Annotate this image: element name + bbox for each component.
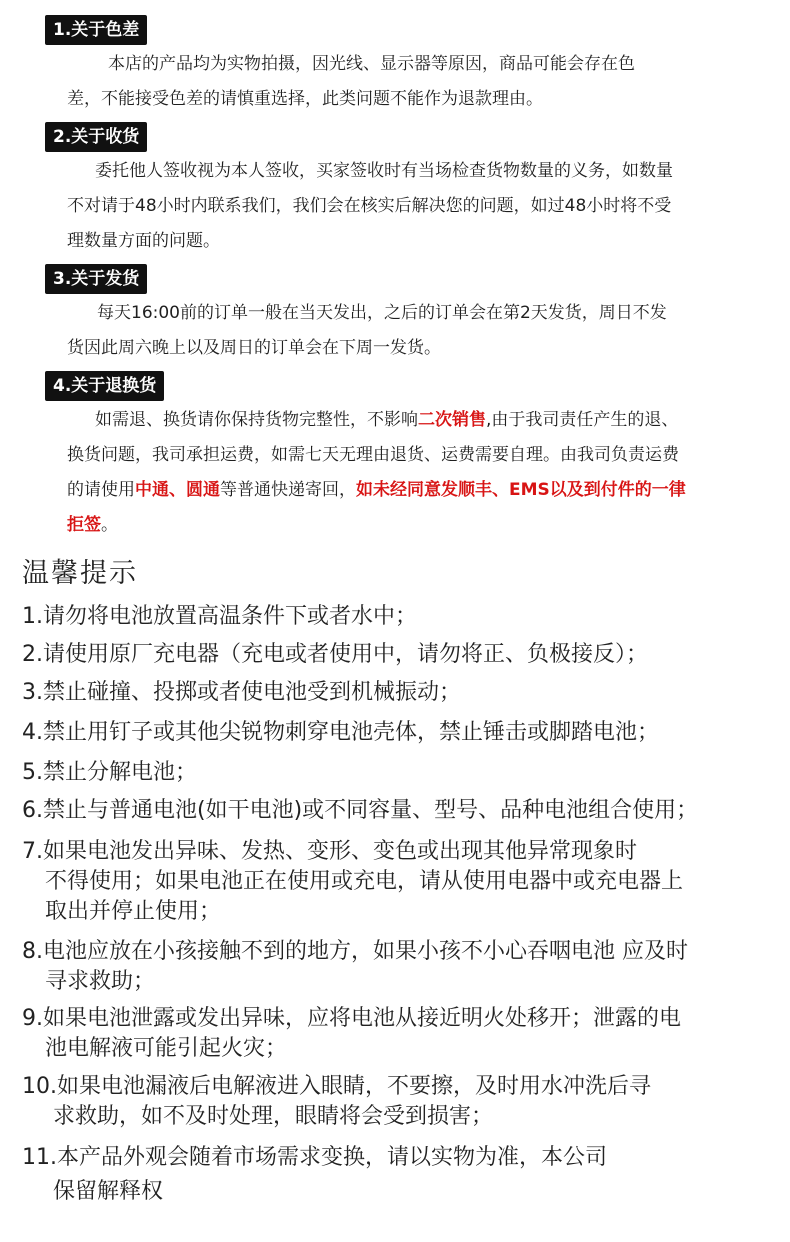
returns-line-3-text-a: 的请使用 [67,480,135,500]
tip-line-11-cont: 保留解释权 [53,1179,164,1204]
tip-line-6: 6.禁止与普通电池(如干电池)或不同容量、型号、品种电池组合使用； [22,798,699,823]
tip-line-3: 3.禁止碰撞、投掷或者使电池受到机械振动； [22,680,461,705]
section-heading-color-difference: 1.关于色差 [45,15,147,45]
tip-line-7-cont-1: 不得使用；如果电池正在使用或充电，请从使用电器中或充电器上 [45,869,684,894]
receipt-line-2: 不对请于48小时内联系我们，我们会在核实后解决您的问题，如过48小时将不受 [67,196,672,216]
tip-line-5: 5.禁止分解电池； [22,760,197,785]
tips-title: 温馨提示 [22,558,138,589]
receipt-line-1: 委托他人签收视为本人签收，买家签收时有当场检查货物数量的义务，如数量 [95,161,673,181]
tip-line-4: 4.禁止用钉子或其他尖锐物刺穿电池壳体，禁止锤击或脚踏电池； [22,720,659,745]
returns-line-4 [67,513,118,537]
tip-line-8: 8.电池应放在小孩接触不到的地方，如果小孩不小心吞咽电池 应及时 [22,939,688,964]
section-heading-returns: 4.关于退换货 [45,371,164,401]
color-difference-line-1: 本店的产品均为实物拍摄，因光线、显示器等原因，商品可能会存在色 [108,54,635,74]
tip-line-11: 11.本产品外观会随着市场需求变换，请以实物为准，本公司 [22,1145,607,1170]
returns-line-1-text-a: 如需退、换货请你保持货物完整性，不影响 [95,410,418,430]
returns-line-1-text-b: ,由于我司责任产生的退、 [486,410,679,430]
tip-line-7: 7.如果电池发出异味、发热、变形、变色或出现其他异常现象时 [22,839,637,864]
tip-line-9-cont: 池电解液可能引起火灾； [45,1036,288,1061]
section-heading-shipping: 3.关于发货 [45,264,147,294]
shipping-line-2: 货因此周六晚上以及周日的订单会在下周一发货。 [67,338,441,358]
returns-line-3 [67,478,686,502]
returns-line-1 [95,408,678,432]
tip-line-8-cont: 寻求救助； [45,969,156,994]
tip-line-7-cont-2: 取出并停止使用； [45,899,222,924]
returns-line-3-text-b: 等普通快递寄回， [220,480,356,500]
tip-line-2: 2.请使用原厂充电器（充电或者使用中，请勿将正、负极接反）； [22,642,648,667]
returns-highlight-resale: 二次销售 [418,410,486,430]
color-difference-line-2: 差，不能接受色差的请慎重选择，此类问题不能作为退款理由。 [67,89,543,109]
receipt-line-3: 理数量方面的问题。 [67,231,220,251]
returns-highlight-refuse: 拒签 [67,515,101,535]
returns-line-2: 换货问题，我司承担运费，如需七天无理由退货、运费需要自理。由我司负责运费 [67,445,679,465]
tip-line-9: 9.如果电池泄露或发出异味，应将电池从接近明火处移开；泄露的电 [22,1006,681,1031]
returns-highlight-refuse-warning: 如未经同意发顺丰、EMS以及到付件的一律 [356,480,686,500]
tip-line-10-cont: 求救助，如不及时处理，眼睛将会受到损害； [53,1104,494,1129]
shipping-line-1: 每天16:00前的订单一般在当天发出，之后的订单会在第2天发货，周日不发 [97,303,667,323]
returns-highlight-couriers: 中通、圆通 [135,480,220,500]
section-heading-receipt: 2.关于收货 [45,122,147,152]
returns-line-4-text-b: 。 [101,515,118,535]
tip-line-1: 1.请勿将电池放置高温条件下或者水中； [22,604,417,629]
tip-line-10: 10.如果电池漏液后电解液进入眼睛，不要擦，及时用水冲洗后寻 [22,1074,651,1099]
